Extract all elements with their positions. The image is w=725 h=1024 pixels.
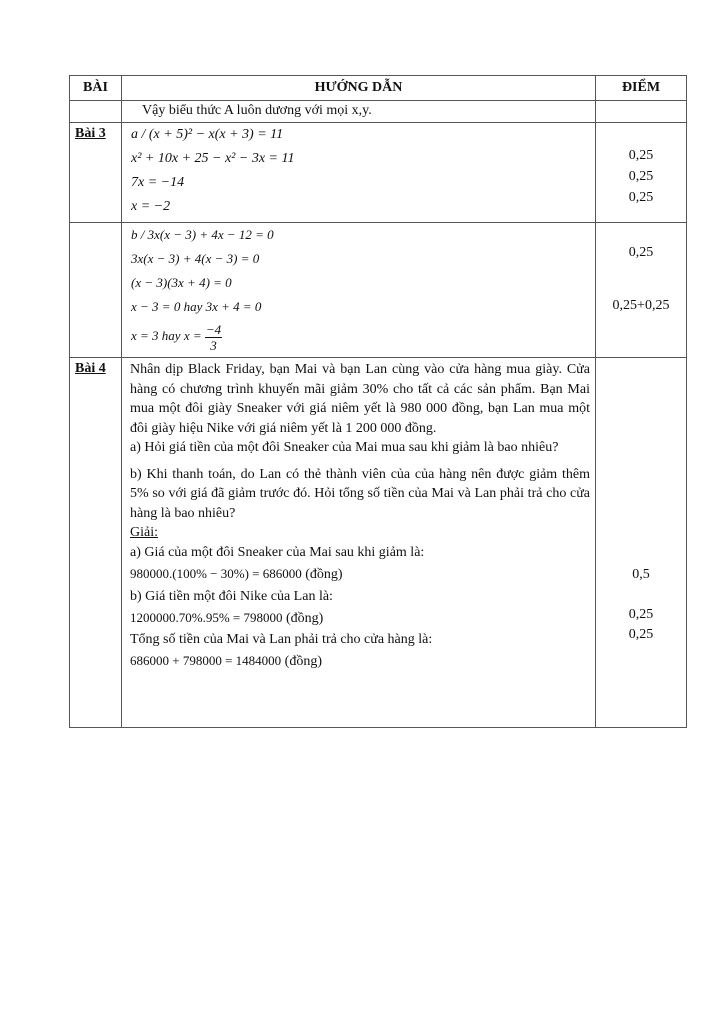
grading-table [69,75,687,728]
table-row [70,101,687,123]
score: 0,25 [628,607,654,622]
bai3-a-line: a / (x + 5)² − x(x + 3) = 11 [131,127,284,142]
solution-total: Tổng số tiền của Mai và Lan phải trả cho cửa hàng là: [130,631,433,647]
bai3-b-line: b / 3x(x − 3) + 4x − 12 = 0 [131,227,274,242]
header-diem: ĐIỂM [596,76,687,101]
bai-4-label: Bài 4 [70,358,122,728]
bai3-b-line: 3x(x − 3) + 4(x − 3) = 0 [131,251,260,266]
score: 0,25 [628,169,654,184]
solution-a-expr: 980000.(100% − 30%) = 686000 (đồng) [130,566,343,582]
bai3-b-line: x − 3 = 0 hay 3x + 4 = 0 [131,299,262,314]
table-row [70,358,687,728]
solution-heading: Giải: [130,525,158,540]
score: 0,25 [628,245,654,260]
solution-total-expr: 686000 + 798000 = 1484000 (đồng) [130,653,322,669]
fraction: $\frac{-4}{3}$ [205,321,222,353]
solution-b: b) Giá tiền một đôi Nike của Lan là: [130,589,333,604]
bai3-a-line: x = −2 [131,199,171,214]
table-row [70,223,687,358]
score: 0,25+0,25 [612,298,670,313]
table-row [70,123,687,223]
solution-b-expr: 1200000.70%.95% = 798000 (đồng) [130,609,324,626]
score: 0,25 [628,627,654,642]
solution-a: a) Giá của một đôi Sneaker của Mai sau khi giảm là: [130,544,425,560]
question-a: a) Hỏi giá tiền của một đôi Sneaker của Mai mua sau khi giảm là bao nhiêu? [130,440,559,455]
bai3-b-line: (x − 3)(3x + 4) = 0 [131,275,232,290]
score: 0,5 [632,567,650,582]
bai3-b-last-line: x = 3 hay x = $\frac{-4}{3}$ [131,321,222,353]
bai3-a-line: x² + 10x + 25 − x² − 3x = 11 [131,151,295,166]
header-bai: BÀI [70,76,122,101]
header-huong-dan: HƯỚNG DẪN [122,76,596,101]
header-row [70,76,687,101]
problem-intro: Nhân dịp Black Friday, bạn Mai và bạn Lan cùng vào cửa hàng mua giày. Cửa hàng có chương trình khuyến mãi giảm 30% cho tất cả các sản phẩm. Bạn Mai mua một đôi giày Sneaker với giá niêm yết là 980 000 đồng, bạn Lan mua một đôi giày hiệu Nike với giá niêm yết là 1 200 000 đồng. [130,362,590,436]
bai3-a-line: 7x = −14 [131,175,185,190]
question-b: b) Khi thanh toán, do Lan có thẻ thành viên của của hàng nên được giảm thêm 5% so với giá đã giảm trước đó. Hỏi tổng số tiền của Mai và Lan phải trả cho cửa hàng là bao nhiêu? [130,466,590,521]
bai-3-label: Bài 3 [70,123,122,223]
score: 0,25 [628,148,654,163]
score: 0,25 [628,190,654,205]
conclusion-text: Vậy biểu thức A luôn dương với mọi x,y. [142,103,372,118]
